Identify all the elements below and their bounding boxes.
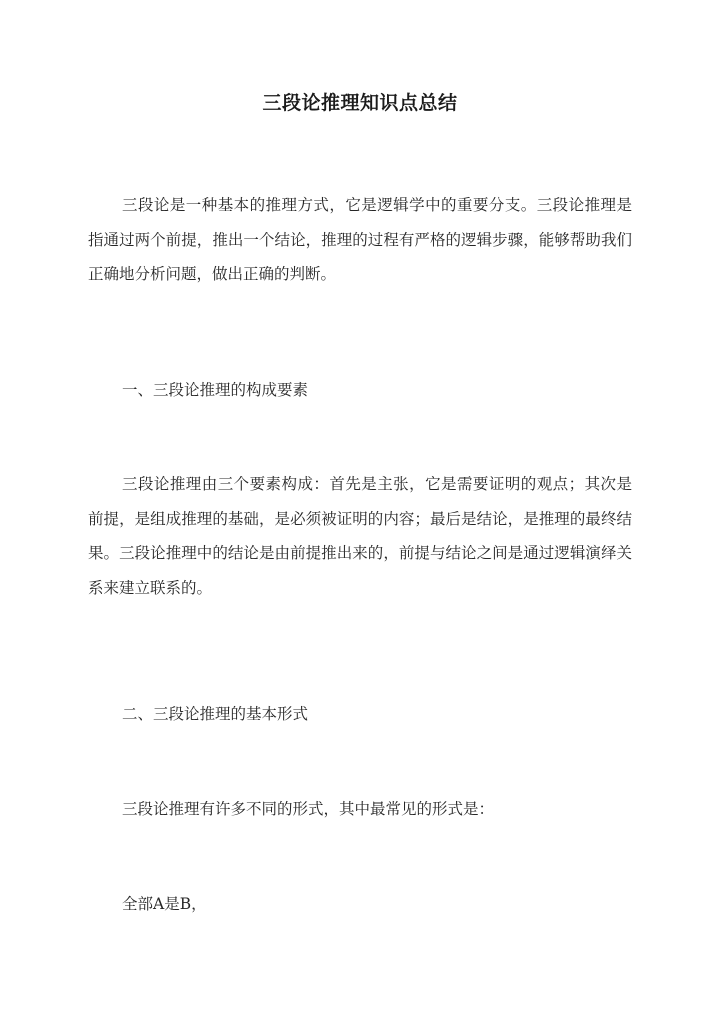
- section1-heading: 一、三段论推理的构成要素: [122, 381, 309, 399]
- intro-paragraph: 三段论是一种基本的推理方式，它是逻辑学中的重要分支。三段论推理是指通过两个前提，推出一个结论，推理的过程有严格的逻辑步骤，能够帮助我们正确地分析问题，做出正确的判断。: [88, 196, 632, 283]
- section2-intro-paragraph: 三段论推理有许多不同的形式，其中最常见的形式是：: [122, 800, 495, 818]
- section1-paragraph: 三段论推理由三个要素构成：首先是主张，它是需要证明的观点；其次是前提，是组成推理的基础，是必须被证明的内容；最后是结论，是推理的最终结果。三段论推理中的结论是由前提推出来的，前提与结论之间是通过逻辑演绎关系来建立联系的。: [88, 475, 632, 597]
- section2-heading: 二、三段论推理的基本形式: [122, 705, 309, 723]
- form-premise-line: 全部A是B，: [122, 895, 207, 913]
- document-title: 三段论推理知识点总结: [262, 92, 458, 114]
